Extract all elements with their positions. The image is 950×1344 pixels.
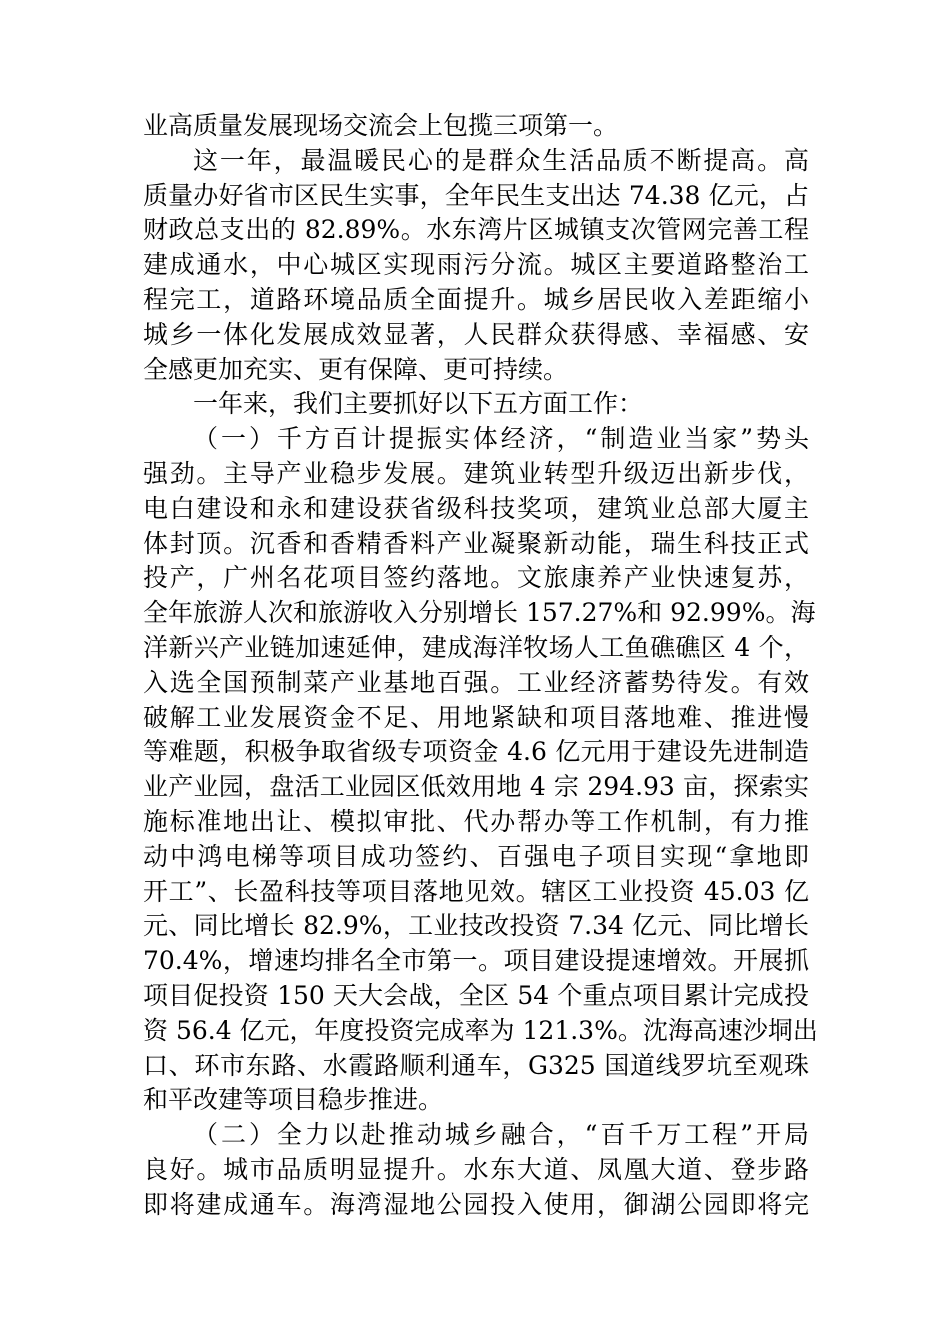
text-line: 和平改建等项目稳步推进。 — [143, 1085, 444, 1115]
text-line: 一年来，我们主要抓好以下五方面工作： — [193, 389, 644, 419]
text-line: 业高质量发展现场交流会上包揽三项第一。 — [143, 111, 619, 140]
text-line: 破解工业发展资金不足、用地紧缺和项目落地难、推进慢 — [143, 702, 809, 732]
text-line: 动中鸿电梯等项目成功签约、百强电子项目实现“拿地即 — [143, 841, 809, 871]
text-line: 洋新兴产业链加速延伸，建成海洋牧场人工鱼礁礁区 4 个， — [143, 632, 809, 662]
text-line: 口、环市东路、水霞路顺利通车，G325 国道线罗坑至观珠 — [143, 1050, 809, 1080]
text-line: 70.4%，增速均排名全市第一。项目建设提速增效。开展抓 — [143, 946, 809, 976]
text-line: 元、同比增长 82.9%，工业技改投资 7.34 亿元、同比增长 — [143, 911, 809, 941]
text-line: （二）全力以赴推动城乡融合，“百千万工程”开局 — [193, 1120, 809, 1150]
text-line: （一）千方百计提振实体经济，“制造业当家”势头 — [193, 424, 809, 454]
text-line: 即将建成通车。海湾湿地公园投入使用，御湖公园即将完 — [143, 1189, 809, 1219]
text-line: 全年旅游人次和旅游收入分别增长 157.27%和 92.99%。海 — [143, 598, 816, 628]
text-line: 程完工，道路环境品质全面提升。城乡居民收入差距缩小 — [143, 284, 809, 314]
text-line: 建成通水，中心城区实现雨污分流。城区主要道路整治工 — [143, 250, 809, 280]
text-line: 投产，广州名花项目签约落地。文旅康养产业快速复苏， — [143, 563, 809, 593]
text-line: 电白建设和永和建设获省级科技奖项，建筑业总部大厦主 — [143, 493, 809, 523]
text-line: 全感更加充实、更有保障、更可持续。 — [143, 354, 569, 384]
text-line: 良好。城市品质明显提升。水东大道、凤凰大道、登步路 — [143, 1154, 809, 1184]
text-line: 强劲。主导产业稳步发展。建筑业转型升级迈出新步伐， — [143, 458, 809, 488]
text-line: 体封顶。沉香和香精香料产业凝聚新动能，瑞生科技正式 — [143, 528, 809, 558]
text-line: 等难题，积极争取省级专项资金 4.6 亿元用于建设先进制造 — [143, 737, 809, 767]
text-line: 这一年，最温暖民心的是群众生活品质不断提高。高 — [193, 145, 809, 175]
body-text — [143, 109, 818, 1223]
text-line: 入选全国预制菜产业基地百强。工业经济蓄势待发。有效 — [143, 667, 809, 697]
text-line: 开工”、长盈科技等项目落地见效。辖区工业投资 45.03 亿 — [143, 876, 809, 906]
text-line: 施标准地出让、模拟审批、代办帮办等工作机制，有力推 — [143, 806, 809, 836]
text-line: 质量办好省市区民生实事，全年民生支出达 74.38 亿元，占 — [143, 180, 809, 210]
text-line: 项目促投资 150 天大会战，全区 54 个重点项目累计完成投 — [143, 980, 809, 1010]
text-line: 业产业园，盘活工业园区低效用地 4 宗 294.93 亩，探索实 — [143, 772, 809, 802]
text-line: 资 56.4 亿元，年度投资完成率为 121.3%。沈海高速沙垌出 — [143, 1015, 818, 1045]
text-line: 财政总支出的 82.89%。水东湾片区城镇支次管网完善工程 — [143, 215, 809, 245]
text-line: 城乡一体化发展成效显著，人民群众获得感、幸福感、安 — [143, 319, 809, 349]
